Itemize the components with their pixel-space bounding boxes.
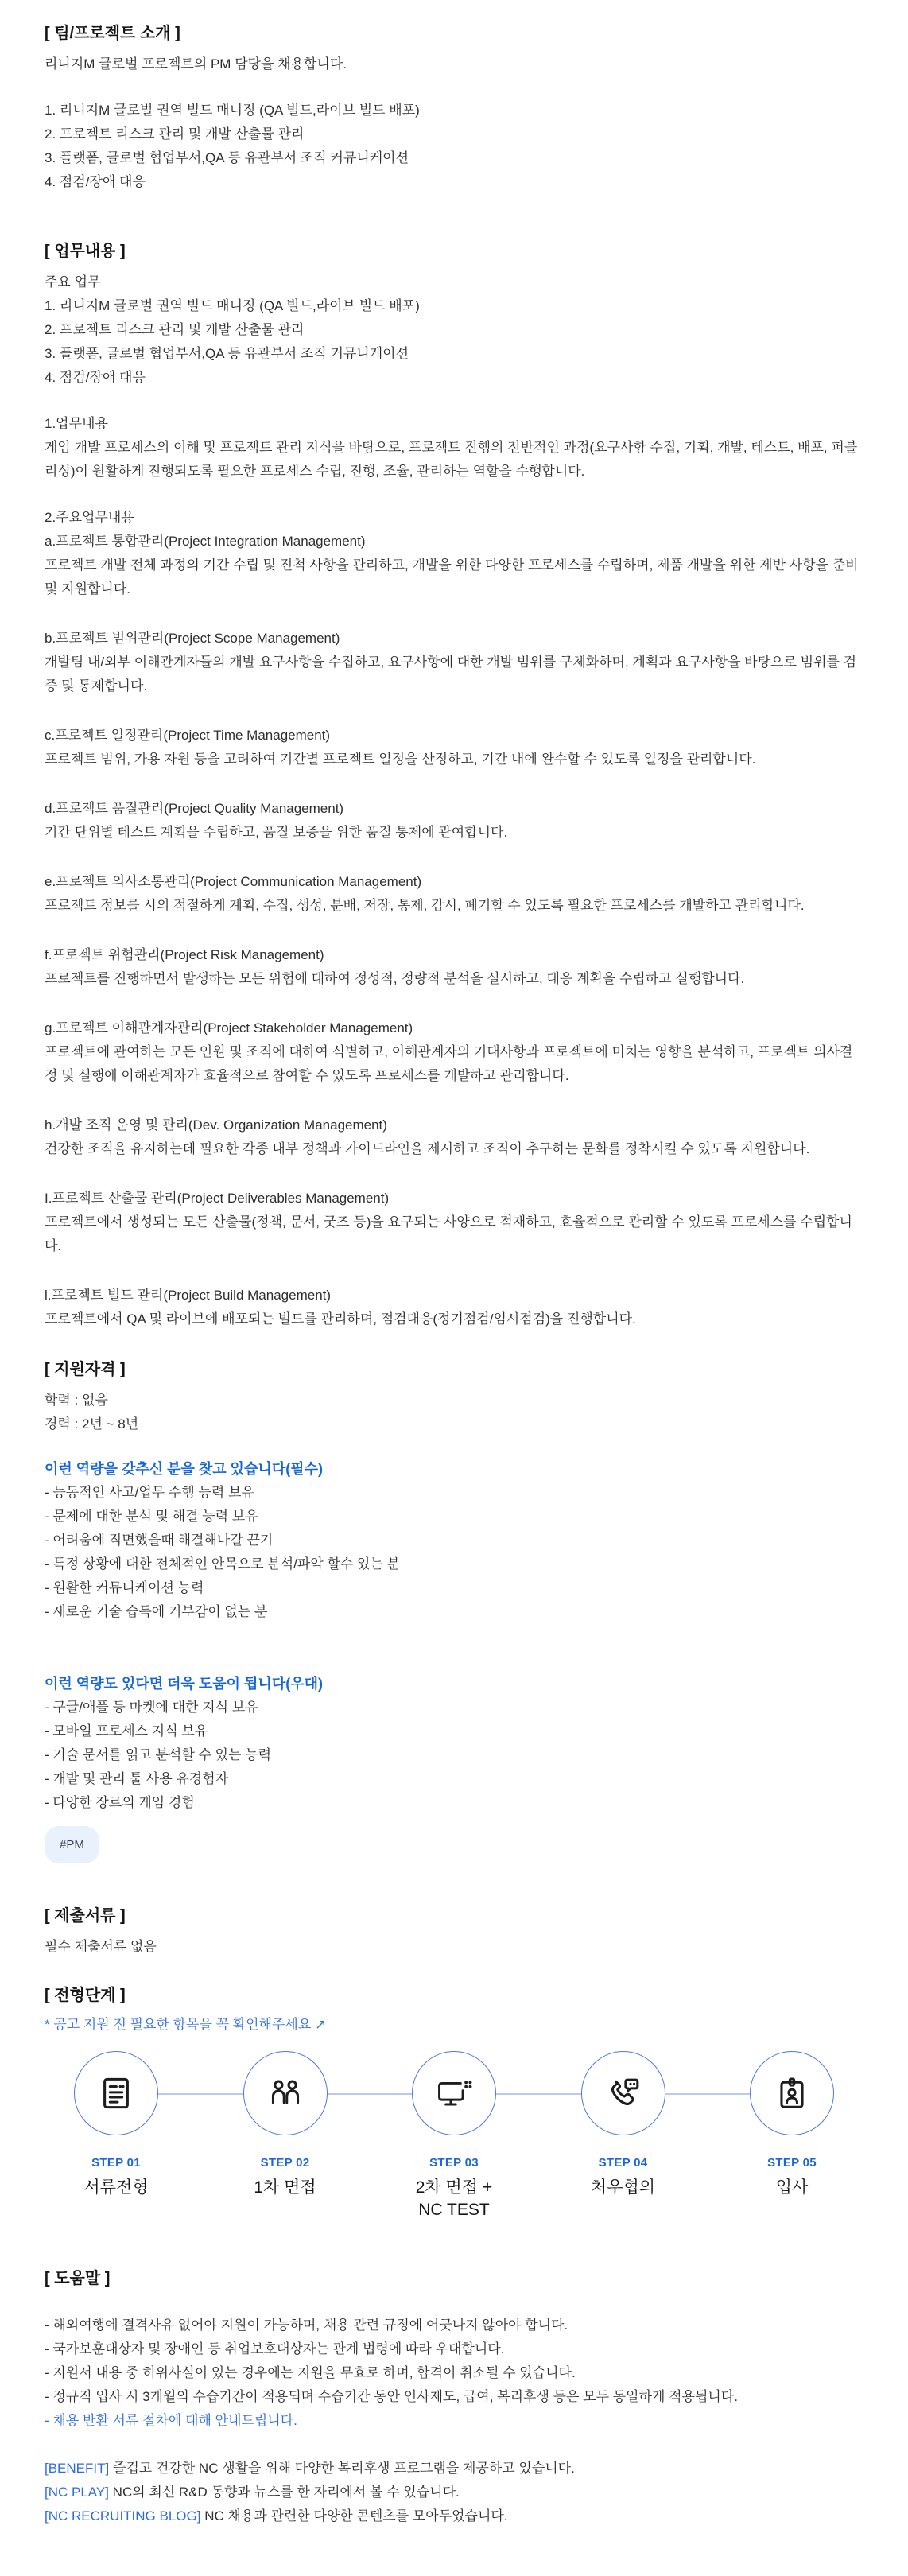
step-number: STEP 05	[767, 2156, 817, 2170]
help-resources	[45, 2457, 863, 2528]
list-item: 1. 리니지M 글로벌 권역 빌드 매니징 (QA 빌드,라이브 빌드 배포)	[45, 103, 420, 118]
section-help	[45, 2266, 863, 2528]
id-card-icon	[774, 2075, 810, 2112]
duty-subsection-body: 기간 단위별 테스트 계획을 수립하고, 품질 보증을 위한 품질 통제에 관여합니다.	[45, 825, 508, 840]
section-documents	[45, 1903, 863, 1959]
duty-subsection	[45, 943, 863, 991]
duty-subsection-head: l.프로젝트 빌드 관리(Project Build Management)	[45, 1288, 332, 1303]
help-note: - 해외여행에 결격사유 없어야 지원이 가능하며, 채용 관련 규정에 어긋나지 않아야 합니다.	[45, 2318, 568, 2333]
step-second-interview-nc-test	[382, 2051, 526, 2221]
help-title: [ 도움말 ]	[45, 2270, 111, 2287]
list-item: 3. 플랫폼, 글로벌 협업부서,QA 등 유관부서 조직 커뮤니케이션	[45, 150, 409, 165]
process-title: [ 전형단계 ]	[45, 1987, 126, 2004]
list-item: 2. 프로젝트 리스크 관리 및 개발 산출물 관리	[45, 322, 305, 337]
duty-subsection-body: 프로젝트를 진행하면서 발생하는 모든 위험에 대하여 정성적, 정량적 분석을 실시하고, 대응 계획을 수립하고 실행합니다.	[45, 971, 745, 986]
help-notes	[45, 2314, 863, 2433]
list-item: 2. 프로젝트 리스크 관리 및 개발 산출물 관리	[45, 126, 305, 142]
step-number: STEP 04	[598, 2156, 648, 2170]
help-note: - 국가보훈대상자 및 장애인 등 취업보호대상자는 관계 법령에 따라 우대합니다.	[45, 2341, 505, 2356]
required-item: - 문제에 대한 분석 및 해결 능력 보유	[45, 1509, 258, 1524]
section-team-intro	[45, 21, 863, 194]
duty-subsection-body: 개발팀 내/외부 이해관계자들의 개발 요구사항을 수집하고, 요구사항에 대한 개발 범위를 구체화하며, 계획과 요구사항을 바탕으로 범위를 검증 및 통제합니다.	[45, 655, 857, 694]
resource-text: NC 채용과 관련한 다양한 콘텐츠를 모아두었습니다.	[200, 2508, 508, 2524]
step-first-interview	[214, 2051, 357, 2221]
required-item: - 특정 상황에 대한 전체적인 안목으로 분석/파악 할수 있는 분	[45, 1556, 401, 1572]
step-label: 처우협의	[590, 2178, 656, 2197]
required-competencies	[45, 1457, 863, 1624]
experience-line: 경력 : 2년 ~ 8년	[45, 1416, 139, 1432]
duties-detail-title: 2.주요업무내용	[45, 510, 134, 525]
monitor-test-icon	[435, 2075, 473, 2112]
duty-subsection	[45, 1284, 863, 1331]
duty-subsection-head: e.프로젝트 의사소통관리(Project Communication Management)	[45, 874, 422, 889]
step-joining	[720, 2051, 863, 2221]
duty-subsection-head: h.개발 조직 운영 및 관리(Dev. Organization Management)	[45, 1117, 387, 1133]
help-note: - 정규직 입사 시 3개월의 수습기간이 적용되며 수습기간 동안 인사제도, 급여, 복리후생 등은 모두 동일하게 적용됩니다.	[45, 2389, 738, 2404]
step-circle	[412, 2051, 496, 2135]
duty-subsection-body: 프로젝트 범위, 가용 자원 등을 고려하여 기간별 프로젝트 일정을 산정하고, 기간 내에 완수할 수 있도록 일정을 관리합니다.	[45, 752, 756, 767]
resource-line	[45, 2457, 863, 2481]
duty-subsection-head: d.프로젝트 품질관리(Project Quality Management)	[45, 801, 344, 816]
step-circle	[243, 2051, 328, 2135]
preferred-item: - 다양한 장르의 게임 경험	[45, 1795, 195, 1810]
duty-subsection-body: 프로젝트에서 생성되는 모든 산출물(정책, 문서, 굿즈 등)을 요구되는 사양으로 적재하고, 효율적으로 관리할 수 있도록 프로세스를 수립합니다.	[45, 1214, 852, 1253]
preferred-head: 이런 역량도 있다면 더욱 도움이 됩니다(우대)	[45, 1676, 323, 1692]
duties-lead: 주요 업무	[45, 274, 101, 289]
step-offer-negotiation	[552, 2051, 695, 2221]
duty-subsection-body: 프로젝트에 관여하는 모든 인원 및 조직에 대하여 식별하고, 이해관계자의 기대사항과 프로젝트에 미치는 영향을 분석하고, 프로젝트 의사결정 및 실행에 이해관계자가 효율적으로 참여할 수 있도록 프로세스를 개발하고 관리합니다.	[45, 1044, 853, 1083]
benefit-link[interactable]: [BENEFIT]	[45, 2461, 110, 2476]
duties-detail	[45, 506, 863, 1331]
list-item: 1. 리니지M 글로벌 권역 빌드 매니징 (QA 빌드,라이브 빌드 배포)	[45, 298, 420, 313]
phone-chat-icon	[605, 2075, 642, 2112]
section-duties	[45, 239, 863, 1331]
preferred-item: - 개발 및 관리 툴 사용 유경험자	[45, 1771, 229, 1786]
duties-overview-title: 1.업무내용	[45, 416, 108, 431]
nc-play-link[interactable]: [NC PLAY]	[45, 2485, 109, 2500]
step-number: STEP 02	[260, 2156, 310, 2170]
step-label-line1: 2차 면접 +	[415, 2178, 493, 2197]
nc-recruiting-blog-link[interactable]: [NC RECRUITING BLOG]	[45, 2508, 201, 2524]
preferred-item: - 구글/애플 등 마켓에 대한 지식 보유	[45, 1700, 258, 1715]
team-intro-text: 리니지M 글로벌 프로젝트의 PM 담당을 채용합니다.	[45, 56, 347, 72]
return-documents-link[interactable]: - 채용 반환 서류 절차에 대해 안내드립니다.	[45, 2413, 297, 2428]
pm-tag-chip[interactable]: #PM	[45, 1826, 99, 1863]
resource-text: 즐겁고 건강한 NC 생활을 위해 다양한 복리후생 프로그램을 제공하고 있습니다.	[109, 2461, 575, 2476]
duties-overview-body: 게임 개발 프로세스의 이해 및 프로젝트 관리 지식을 바탕으로, 프로젝트 진행의 전반적인 과정(요구사항 수집, 기획, 개발, 테스트, 배포, 퍼블리싱)이 원활하게 진행되도록 필요한 프로세스 수립, 진행, 조율, 관리하는 역할을 수행합니다.	[45, 440, 858, 479]
required-head: 이런 역량을 갖추신 분을 찾고 있습니다(필수)	[45, 1461, 323, 1477]
resource-line	[45, 2481, 863, 2504]
resume-icon	[98, 2075, 134, 2112]
help-note: - 지원서 내용 중 허위사실이 있는 경우에는 지원을 무효로 하며, 합격이 취소될 수 있습니다.	[45, 2365, 576, 2380]
duty-subsection	[45, 797, 863, 845]
step-label: 서류전형	[83, 2178, 149, 2197]
step-label-line2: NC TEST	[418, 2201, 490, 2219]
preferred-item: - 모바일 프로세스 지식 보유	[45, 1723, 208, 1739]
step-circle	[581, 2051, 665, 2135]
resource-text: NC의 최신 R&D 동향과 뉴스를 한 자리에서 볼 수 있습니다.	[108, 2485, 460, 2500]
step-label: 1차 면접	[254, 2178, 316, 2197]
list-item: 4. 점검/장애 대응	[45, 174, 146, 189]
team-intro-title: [ 팀/프로젝트 소개 ]	[45, 25, 180, 42]
duty-subsection	[45, 530, 863, 601]
step-circle	[74, 2051, 158, 2135]
step-label: 입사	[775, 2178, 809, 2197]
preferred-competencies	[45, 1672, 863, 1815]
duty-subsection-head: b.프로젝트 범위관리(Project Scope Management)	[45, 631, 340, 646]
process-steps	[45, 2051, 863, 2221]
resource-line	[45, 2504, 863, 2528]
qualifications-title: [ 지원자격 ]	[45, 1361, 126, 1378]
duties-title: [ 업무내용 ]	[45, 243, 126, 260]
tag-row	[45, 1826, 863, 1863]
duty-subsection	[45, 1187, 863, 1258]
duty-subsection-head: g.프로젝트 이해관계자관리(Project Stakeholder Management)	[45, 1020, 413, 1035]
duty-subsection-head: I.프로젝트 산출물 관리(Project Deliverables Management)	[45, 1191, 390, 1206]
section-qualifications	[45, 1357, 863, 1863]
duty-subsection-head: a.프로젝트 통합관리(Project Integration Management)	[45, 534, 366, 549]
duty-subsection	[45, 1113, 863, 1161]
step-number: STEP 01	[91, 2156, 141, 2170]
step-label	[416, 2177, 492, 2221]
duty-subsection	[45, 1016, 863, 1088]
list-item: 3. 플랫폼, 글로벌 협업부서,QA 등 유관부서 조직 커뮤니케이션	[45, 346, 409, 361]
duty-subsection-head: f.프로젝트 위험관리(Project Risk Management)	[45, 947, 324, 962]
step-circle	[750, 2051, 834, 2135]
duties-overview	[45, 412, 863, 484]
duty-subsection-body: 프로젝트 개발 전체 과정의 기간 수립 및 진척 사항을 관리하고, 개발을 위한 다양한 프로세스를 수립하며, 제품 개발을 위한 제반 사항을 준비 및 지원합니다.	[45, 558, 859, 596]
duty-subsection-head: c.프로젝트 일정관리(Project Time Management)	[45, 728, 331, 743]
required-item: - 능동적인 사고/업무 수행 능력 보유	[45, 1485, 254, 1500]
duty-subsection-body: 건강한 조직을 유지하는데 필요한 각종 내부 정책과 가이드라인을 제시하고 조직이 추구하는 문화를 정착시킬 수 있도록 지원합니다.	[45, 1141, 810, 1156]
education-line: 학력 : 없음	[45, 1393, 108, 1408]
step-document-screening	[45, 2051, 188, 2221]
section-process	[45, 1983, 863, 2221]
required-item: - 원활한 커뮤니케이션 능력	[45, 1580, 204, 1595]
duty-subsection-body: 프로젝트에서 QA 및 라이브에 배포되는 빌드를 관리하며, 점검대응(정기점검/임시점검)을 진행합니다.	[45, 1311, 636, 1327]
documents-title: [ 제출서류 ]	[45, 1907, 126, 1925]
required-item: - 새로운 기술 습득에 거부감이 없는 분	[45, 1604, 268, 1619]
documents-body: 필수 제출서류 없음	[45, 1939, 157, 1954]
duty-subsection	[45, 724, 863, 771]
preferred-item: - 기술 문서를 읽고 분석할 수 있는 능력	[45, 1747, 272, 1762]
required-item: - 어려움에 직면했을때 해결해나갈 끈기	[45, 1533, 274, 1548]
duty-subsection	[45, 870, 863, 918]
list-item: 4. 점검/장애 대응	[45, 370, 146, 385]
duty-subsection-body: 프로젝트 정보를 시의 적절하게 계획, 수집, 생성, 분배, 저장, 통제, 감시, 폐기할 수 있도록 필요한 프로세스를 개발하고 관리합니다.	[45, 898, 805, 913]
people-icon	[267, 2075, 304, 2112]
process-notice-link[interactable]: * 공고 지원 전 필요한 항목을 꼭 확인해주세요 ↗	[45, 2017, 327, 2032]
duty-subsection	[45, 627, 863, 698]
step-number: STEP 03	[429, 2156, 479, 2170]
